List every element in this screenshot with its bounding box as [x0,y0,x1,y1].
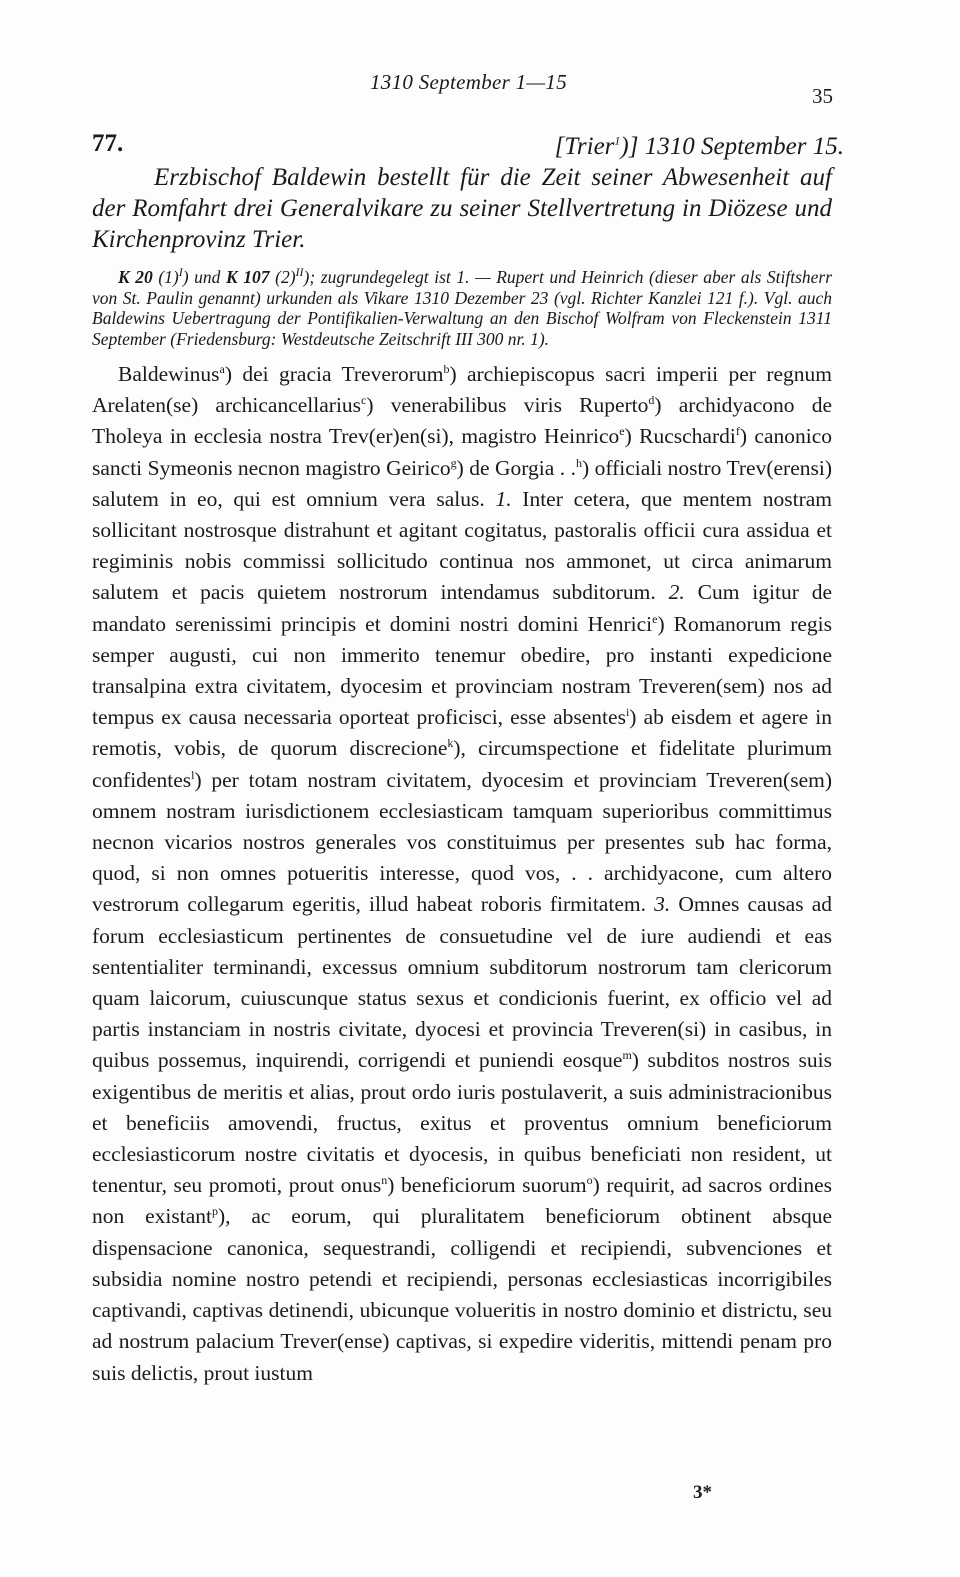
footnote-mark: o [586,1173,593,1188]
body-text: Baldewinus [118,362,220,386]
section-number: 3. [654,892,671,917]
body-text: ) per totam nostram civitatem, dyocesim et provinciam Treveren(sem) omnem nostram iurisdictionem ecclesiasticam tamquam superioribus committimus necnon vicarios nostros generales vos constituimus per presentes sub hac forma, quod, si non omnes potueritis interesse, quod vos, . . archidyacone, cum altero vestrorum collegarum egeritis, illud habeat roboris firmitatem. [92,767,832,917]
body-text: ) canonico sancti Symeonis necnon magistro Geirico [92,424,832,480]
body-text: ) beneficiorum suorum [387,1173,587,1198]
place-date-footnote: 1 [614,133,621,148]
document-title: Erzbischof Baldewin bestellt für die Zeit seiner Abwesenheit auf der Romfahrt drei Generalvikare zu seiner Stellvertretung in Diözese und Kirchenprovinz Trier. [92,164,832,253]
body-text: ) dei gracia Treverorum [224,362,444,386]
source-siglum-1: K 20 [118,267,153,287]
source-2-suffix: (2) [269,267,296,287]
body-text: ) archiepiscopus sacri imperii per regnum Arelaten(se) archicancellarius [92,362,833,418]
body-text: Omnes causas ad forum ecclesiasticum pertinentes de consuetudine vel de iure audiendi et eas sententialiter terminandi, excessus omnium subditorum nostrorum tam clericorum quam laicorum, cuiuscunque status sexus et condicionis fuerint, ex officio vel ad partis instanciam in nostris civitate, dyocesi et provincia Treveren(si) in casibus, in quibus possemus, inquirendi, corrigendi et puniendi eosque [92,892,833,1073]
body-text: ) subditos nostros suis exigentibus de meritis et alias, prout ordo iuris postulaverit, a suis administracionibus et beneficiis amovendi, fructus, exitus et proventus omnium beneficiorum ecclesiasticorum nostre civitatis et dyocesis, in quibus beneficiati non resident, ut tenentur, seu promoti, prout onus [92,1048,832,1198]
body-text: ) archidyacono de Tholeya in ecclesia nostra Trev(er)en(si), magistro Heinrico [92,393,832,449]
place-date [555,133,844,161]
document-content [92,130,844,1389]
footnote-mark: e [652,611,658,626]
body-text: ) ab eisdem et agere in remotis, vobis, de quorum discrecione [92,705,832,761]
editorial-notes [92,267,832,349]
section-number: 1. [495,486,512,511]
document-number: 77. [92,130,124,157]
document-body [92,359,832,1389]
footnote-mark: m [622,1048,632,1063]
footnote-mark: p [211,1204,218,1219]
body-text: Inter cetera, que mentem nostram sollicitant nostrosque distrahunt et agitant cogitatus, pastoralis officii cura assidua et regiminis nobis commissi sollicitudo continua nos ammonet, ut circa animarum salutem et pacis quietem nostrorum intendamus subditorum. [92,486,832,605]
source-1-footnote: I [178,265,183,280]
footnote-mark: e [619,424,625,439]
notes-connector: ) und [182,267,227,287]
footnote-mark: c [361,393,367,408]
footnote-mark: d [648,393,655,408]
source-siglum-2: K 107 [226,267,270,287]
place-date-prefix: [Trier [554,133,615,160]
body-text: ) venerabilibus viris Ruperto [366,393,649,418]
footnote-mark: l [191,767,195,782]
running-head: 1310 September 1—15 [370,70,568,94]
footnote-mark: n [381,1173,388,1188]
body-text: Cum igitur de mandato serenissimi principis et domini nostri domini Henrici [92,580,833,636]
body-text: ) Romanorum regis semper augusti, cui non immerito tenemur obedire, pro instanti expedicione transalpina extra civitatem, dyocesim et provinciam nostram Treveren(sem) nos ad tempus ex causa necessaria oporteat proficisci, esse absentes [92,611,833,730]
footnote-mark: g [450,455,457,470]
body-text: ) Rucschardi [624,424,736,449]
page-number: 35 [812,84,833,108]
body-text: ), circumspectione et fidelitate plurimum confidentes [92,736,832,792]
footnote-mark: a [219,361,225,376]
footnote-mark: b [443,361,450,376]
notes-text: ); zugrundegelegt ist 1. — Rupert und Heinrich (dieser aber als Stiftsherr von St. Paulin genannt) urkunden als Vikare 1310 Dezember 23 (vgl. Richter Kanzlei 121 f.). Vgl. auch Baldewins Uebertragung der Pontifikalien-Verwaltung an den Bischof Wolfram von Fleckenstein 1311 September (Friedensburg: Westdeutsche Zeitschrift III 300 nr. 1). [92,267,833,349]
document-heading [92,130,844,162]
sheet-signature: 3* [693,1482,712,1503]
footnote-mark: f [735,424,740,439]
source-1-suffix: (1) [152,267,179,287]
place-date-suffix: )] 1310 September 15. [620,133,844,160]
body-text: ) de Gorgia . . [456,455,576,480]
footnote-mark: h [575,455,582,470]
section-number: 2. [668,580,685,605]
footnote-mark: i [625,705,630,720]
footnote-mark: k [447,736,454,751]
body-text: ) requirit, ad sacros ordines non existant [92,1173,833,1229]
source-2-footnote: II [295,265,304,280]
body-text: ) officiali nostro Trev(erensi) salutem in eo, qui est omnium vera salus. [92,455,832,511]
body-text: ), ac eorum, qui pluralitatem beneficiorum obtinent absque dispensacione canonica, sequestrandi, colligendi et recipiendi, subvenciones et subsidia nomine nostro petendi et recipiendi, personas ecclesiasticas incorrigibiles captivandi, captivas detinendi, ubicunque volueritis in nostro dominio et districtu, seu ad nostrum palacium Trever(ense) captivas, si expedire videritis, mittendi penam pro suis delictis, prout iustum [92,1204,833,1385]
